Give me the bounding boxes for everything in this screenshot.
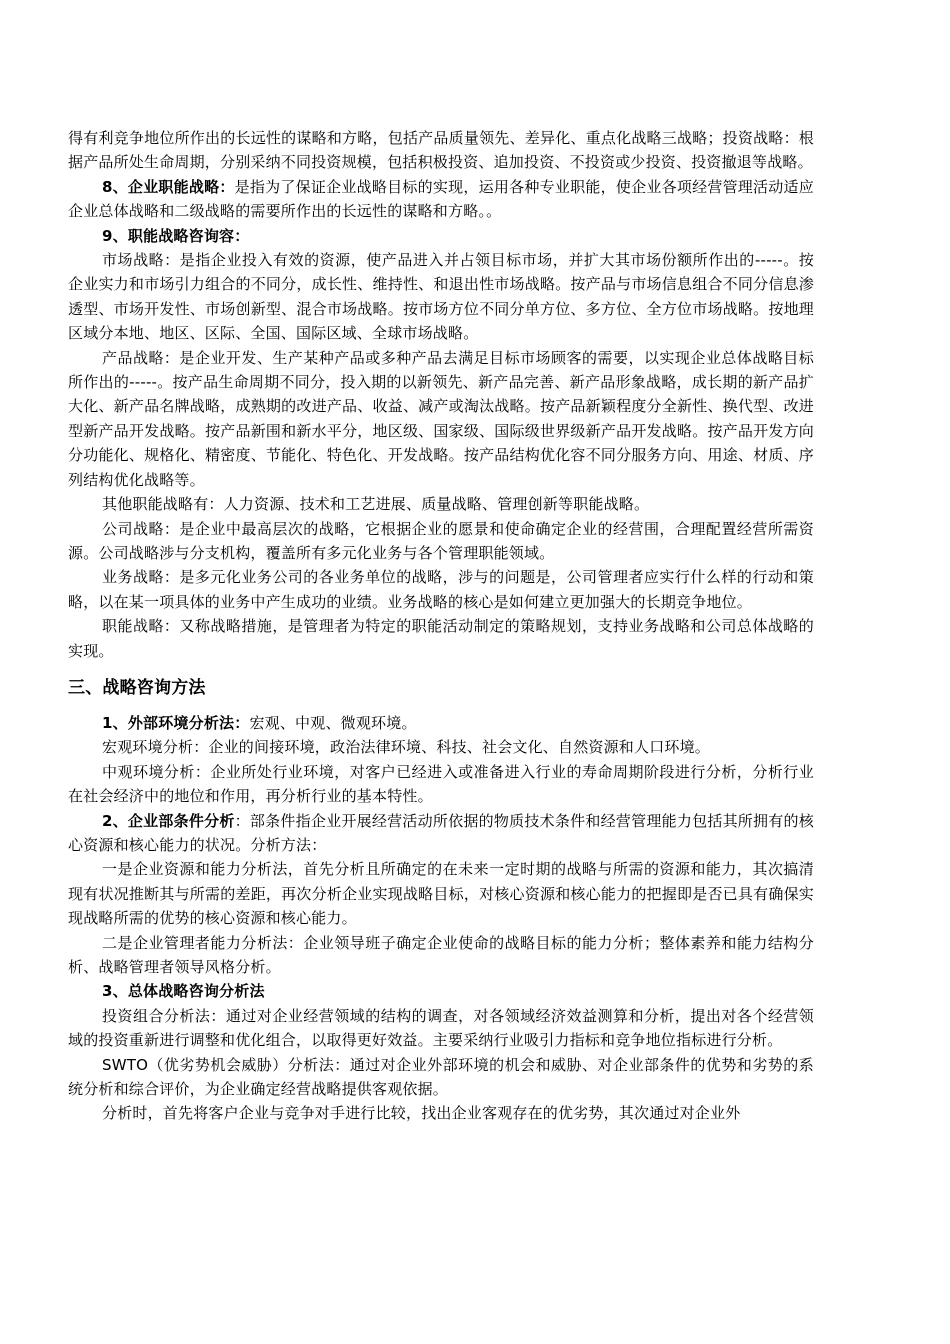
paragraph-text: 是指为了保证企业战略目标的实现，运用各种专业职能，使企业各项经营管理活动适应企业总体战略和二级战略的需要所作出的长远性的谋略和方略。。 xyxy=(68,177,814,221)
section-heading: 三、战略咨询方法 xyxy=(68,677,206,698)
paragraph xyxy=(68,248,814,346)
paragraph-text: 公司战略：是企业中最高层次的战略，它根据企业的愿景和使命确定企业的经营围，合理配置经营所需资源。公司战略涉与分支机构，覆盖所有多元化业务与各个管理职能领域。 xyxy=(68,519,814,562)
paragraph-text: 市场战略：是指企业投入有效的资源，使产品进入并占领目标市场，并扩大其市场份额所作出的-----。按企业实力和市场引力组合的不同分，成长性、维持性、和退出性市场战略。按产品与市场信息组合不同分信息渗透型、市场开发性、市场创新型、混合市场战略。按市场方位不同分单方位、多方位、全方位市场战略。按地理区域分本地、地区、区际、全国、国际区域、全球市场战略。 xyxy=(68,251,814,343)
paragraph-text: 宏观环境分析：企业的间接环境，政治法律环境、科技、社会文化、自然资源和人口环境。 xyxy=(102,738,711,757)
paragraph-label: 8、企业职能战略： xyxy=(102,177,235,196)
paragraph-text: 二是企业管理者能力分析法：企业领导班子确定企业使命的战略目标的能力分析；整体素养和能力结构分析、战略管理者领导风格分析。 xyxy=(68,933,814,976)
document-body-bottom xyxy=(68,711,814,1126)
paragraph-text: SWTO（优劣势机会威胁）分析法：通过对企业外部环境的机会和威胁、对企业部条件的优势和劣势的系统分析和综合评价，为企业确定经营战略提供客观依据。 xyxy=(68,1055,814,1099)
paragraph-text: 宏观、中观、微观环境。 xyxy=(249,713,417,732)
paragraph-text: 得有利竞争地位所作出的长远性的谋略和方略，包括产品质量领先、差异化、重点化战略三战略；投资战略：根据产品所处生命周期，分别采纳不同投资规模，包括积极投资、追加投资、不投资或少投资、投资撤退等战略。 xyxy=(68,129,814,172)
paragraph-text: 职能战略：又称战略措施，是管理者为特定的职能活动制定的策略规划，支持业务战略和公司总体战略的实现。 xyxy=(68,617,814,660)
numbered-paragraph xyxy=(68,711,814,735)
paragraph xyxy=(68,126,814,175)
paragraph-text: 产品战略：是企业开发、生产某种产品或多种产品去满足目标市场顾客的需要，以实现企业总体战略目标所作出的-----。按产品生命周期不同分，投入期的以新领先、新产品完善、新产品形象战略，成长期的新产品扩大化、新产品名牌战略，成熟期的改进产品、收益、减产或淘汰战略。按产品新颖程度分全新性、换代型、改进型新产品开发战略。按产品新围和新水平分，地区级、国家级、国际级世界级新产品开发战略。按产品开发方向分功能化、规格化、精密度、节能化、特色化、开发战略。按产品结构优化容不同分服务方向、用途、材质、序列结构优化战略等。 xyxy=(68,348,814,489)
paragraph xyxy=(68,1004,814,1053)
paragraph-label: 2、企业部条件分析 xyxy=(102,811,235,830)
paragraph-text: 一是企业资源和能力分析法，首先分析且所确定的在未来一定时期的战略与所需的资源和能力，其次搞清现有状况推断其与所需的差距，再次分析企业实现战略目标，对核心资源和核心能力的把握即是否已具有确保实现战略所需的优势的核心资源和核心能力。 xyxy=(68,860,814,928)
paragraph xyxy=(68,931,814,980)
paragraph xyxy=(68,565,814,614)
numbered-paragraph xyxy=(68,979,814,1003)
numbered-paragraph xyxy=(68,224,814,248)
numbered-paragraph xyxy=(68,175,814,224)
paragraph xyxy=(68,1053,814,1102)
numbered-paragraph xyxy=(68,809,814,858)
paragraph-text: 投资组合分析法：通过对企业经营领域的结构的调查，对各领域经济效益测算和分析，提出对各个经营领域的投资重新进行调整和优化组合，以取得更好效益。主要采纳行业吸引力指标和竞争地位指标进行分析。 xyxy=(68,1006,814,1050)
paragraph xyxy=(68,614,814,663)
paragraph xyxy=(68,492,814,516)
paragraph xyxy=(68,857,814,930)
paragraph-text: ：部条件指企业开展经营活动所依据的物质技术条件和经营管理能力包括其所拥有的核心资源和核心能力的状况。分析方法： xyxy=(68,811,814,854)
paragraph xyxy=(68,517,814,566)
paragraph xyxy=(68,346,814,492)
paragraph-text: 分析时，首先将客户企业与竞争对手进行比较，找出企业客观存在的优劣势，其次通过对企业外 xyxy=(102,1104,741,1123)
document-body-top xyxy=(68,126,814,663)
document-page xyxy=(68,126,814,1126)
paragraph-label: 3、总体战略咨询分析法 xyxy=(102,982,265,1001)
paragraph-text: 中观环境分析：企业所处行业环境，对客户已经进入或准备进入行业的寿命周期阶段进行分析，分析行业在社会经济中的地位和作用，再分析行业的基本特性。 xyxy=(68,762,814,806)
paragraph-text: 业务战略：是多元化业务公司的各业务单位的战略，涉与的问题是，公司管理者应实行什么样的行动和策略，以在某一项具体的业务中产生成功的业绩。业务战略的核心是如何建立更加强大的长期竞争地位。 xyxy=(68,568,814,611)
paragraph xyxy=(68,1101,814,1125)
paragraph xyxy=(68,760,814,809)
paragraph-label: 9、职能战略咨询容： xyxy=(102,226,250,245)
paragraph-label: 1、外部环境分析法： xyxy=(102,713,250,732)
paragraph xyxy=(68,735,814,759)
paragraph-text: 其他职能战略有：人力资源、技术和工艺进展、质量战略、管理创新等职能战略。 xyxy=(102,495,650,514)
